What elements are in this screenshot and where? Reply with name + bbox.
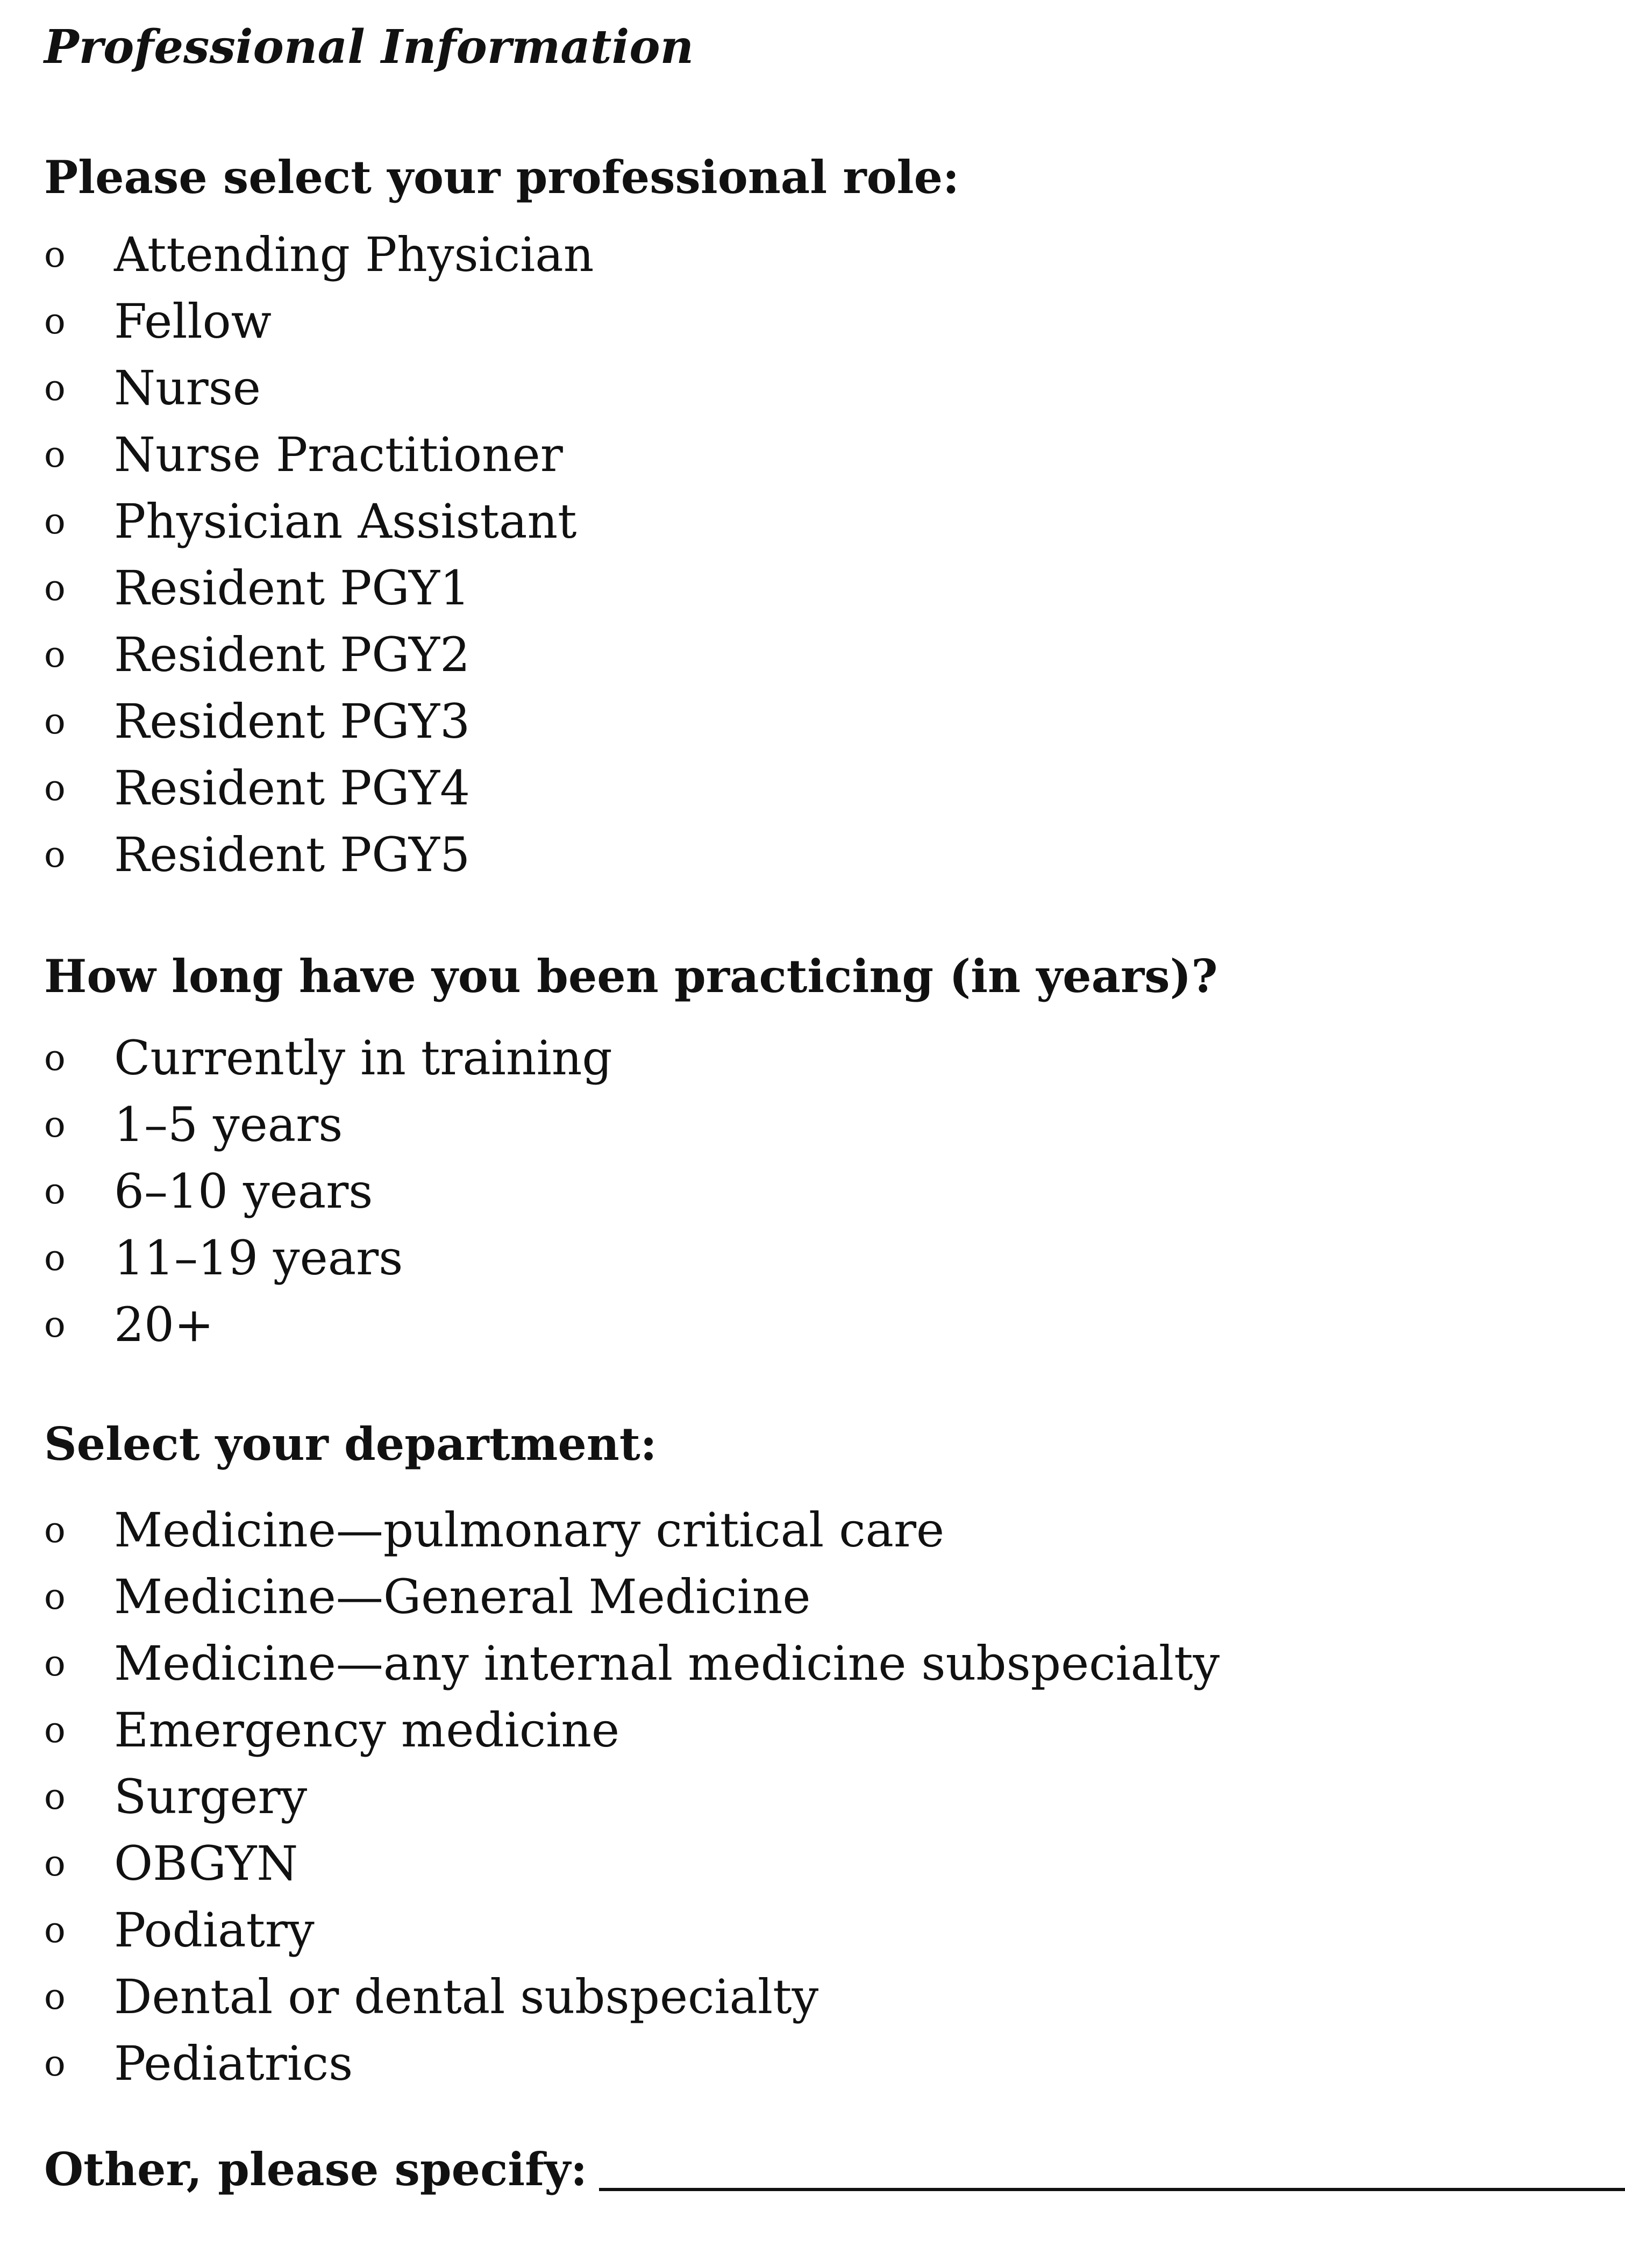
role-option[interactable] [44, 355, 594, 422]
role-option[interactable] [44, 555, 594, 622]
department-option-label: Medicine—pulmonary critical care [114, 1502, 945, 1558]
years-option-label: Currently in training [114, 1030, 612, 1086]
department-option[interactable] [44, 1497, 1220, 1564]
role-option-label: Resident PGY1 [114, 560, 471, 616]
role-option[interactable] [44, 688, 594, 755]
years-option-label: 1–5 years [114, 1097, 343, 1152]
radio-circle-icon[interactable]: o [44, 1776, 66, 1817]
question-years-practicing: How long have you been practicing (in years)? [44, 950, 1218, 1003]
role-option[interactable] [44, 488, 594, 555]
role-option-label: Nurse Practitioner [114, 427, 563, 482]
department-option-label: Podiatry [114, 1902, 315, 1958]
role-options-list [44, 222, 594, 888]
role-option[interactable] [44, 622, 594, 688]
role-option[interactable] [44, 222, 594, 288]
years-option[interactable] [44, 1292, 612, 1358]
radio-circle-icon[interactable]: o [44, 1909, 66, 1951]
section-title: Professional Information [44, 20, 694, 74]
department-option-label: Surgery [114, 1769, 308, 1824]
department-option-label: Emergency medicine [114, 1702, 620, 1758]
radio-circle-icon[interactable]: o [44, 634, 66, 675]
radio-circle-icon[interactable]: o [44, 1709, 66, 1751]
radio-circle-icon[interactable]: o [44, 1171, 66, 1212]
department-option-label: OBGYN [114, 1836, 298, 1891]
radio-circle-icon[interactable]: o [44, 2043, 66, 2084]
department-option[interactable] [44, 1697, 1220, 1764]
radio-circle-icon[interactable]: o [44, 301, 66, 342]
question-professional-role: Please select your professional role: [44, 151, 960, 204]
role-option[interactable] [44, 288, 594, 355]
years-option[interactable] [44, 1225, 612, 1292]
radio-circle-icon[interactable]: o [44, 1509, 66, 1551]
department-option[interactable] [44, 1897, 1220, 1964]
years-option[interactable] [44, 1158, 612, 1225]
department-option[interactable] [44, 1564, 1220, 1630]
other-specify-label: Other, please specify: [44, 2143, 588, 2196]
radio-circle-icon[interactable]: o [44, 434, 66, 475]
radio-circle-icon[interactable]: o [44, 1237, 66, 1279]
years-option[interactable] [44, 1092, 612, 1158]
department-option-label: Medicine—General Medicine [114, 1569, 811, 1624]
other-specify-input-line[interactable] [599, 2188, 1625, 2191]
department-option[interactable] [44, 1964, 1220, 2030]
years-option-label: 6–10 years [114, 1164, 373, 1219]
department-options-list [44, 1497, 1220, 2097]
radio-circle-icon[interactable]: o [44, 1643, 66, 1684]
department-option[interactable] [44, 1630, 1220, 1697]
role-option-label: Resident PGY3 [114, 694, 471, 749]
role-option[interactable] [44, 755, 594, 822]
years-option[interactable] [44, 1025, 612, 1092]
department-option-label: Dental or dental subspecialty [114, 1969, 819, 2024]
other-specify-row [44, 2143, 1625, 2196]
radio-circle-icon[interactable]: o [44, 834, 66, 875]
role-option[interactable] [44, 422, 594, 488]
role-option-label: Attending Physician [114, 227, 594, 282]
radio-circle-icon[interactable]: o [44, 1576, 66, 1617]
role-option-label: Nurse [114, 360, 261, 416]
years-option-label: 11–19 years [114, 1230, 403, 1286]
radio-circle-icon[interactable]: o [44, 1976, 66, 2017]
radio-circle-icon[interactable]: o [44, 1104, 66, 1145]
role-option-label: Fellow [114, 294, 272, 349]
department-option[interactable] [44, 2030, 1220, 2097]
radio-circle-icon[interactable]: o [44, 1037, 66, 1079]
years-options-list [44, 1025, 612, 1358]
role-option-label: Physician Assistant [114, 494, 577, 549]
role-option-label: Resident PGY4 [114, 760, 471, 816]
years-option-label: 20+ [114, 1297, 214, 1352]
radio-circle-icon[interactable]: o [44, 234, 66, 275]
department-option-label: Medicine—any internal medicine subspecialty [114, 1636, 1220, 1691]
radio-circle-icon[interactable]: o [44, 767, 66, 809]
department-option[interactable] [44, 1830, 1220, 1897]
question-department: Select your department: [44, 1417, 657, 1471]
role-option-label: Resident PGY2 [114, 627, 471, 682]
role-option[interactable] [44, 822, 594, 888]
radio-circle-icon[interactable]: o [44, 1304, 66, 1345]
radio-circle-icon[interactable]: o [44, 567, 66, 609]
radio-circle-icon[interactable]: o [44, 1843, 66, 1884]
role-option-label: Resident PGY5 [114, 827, 471, 882]
radio-circle-icon[interactable]: o [44, 701, 66, 742]
department-option[interactable] [44, 1764, 1220, 1830]
radio-circle-icon[interactable]: o [44, 367, 66, 409]
department-option-label: Pediatrics [114, 2036, 353, 2091]
radio-circle-icon[interactable]: o [44, 501, 66, 542]
